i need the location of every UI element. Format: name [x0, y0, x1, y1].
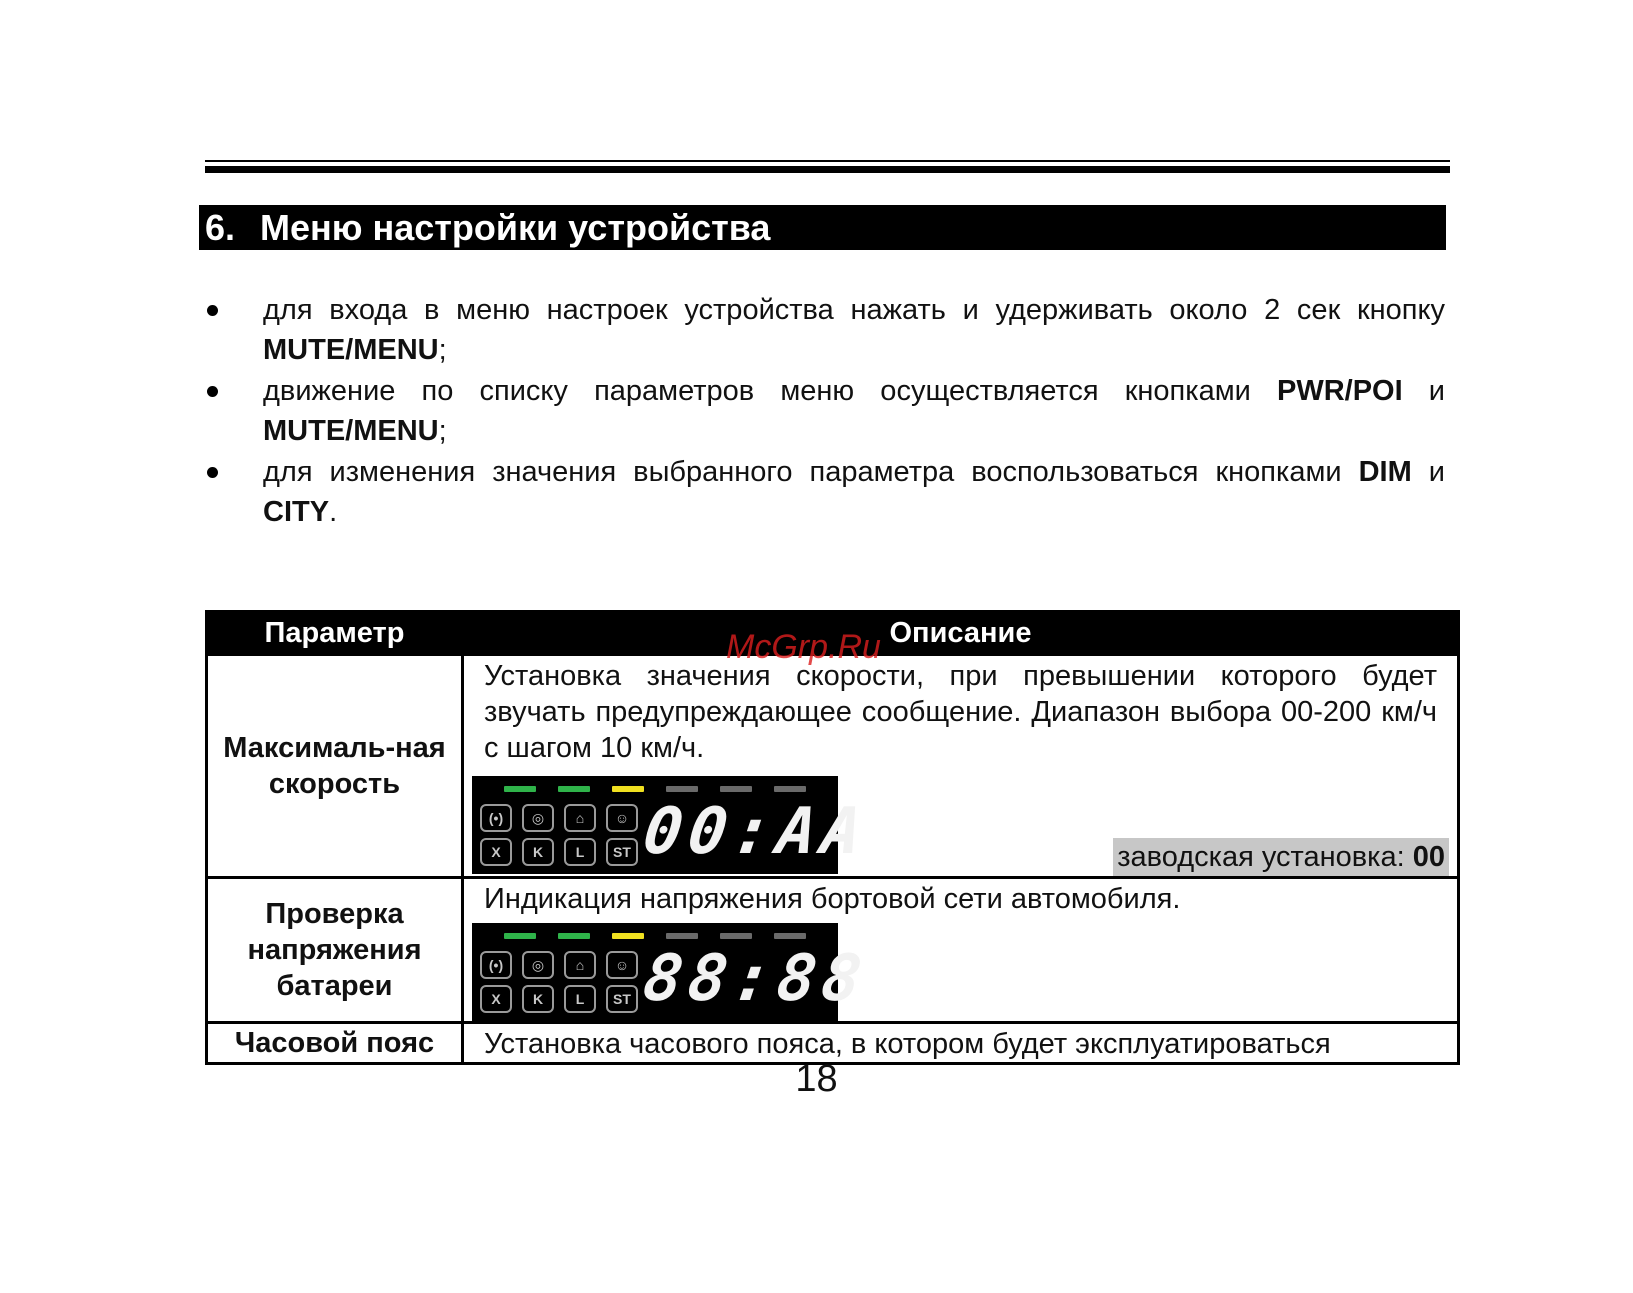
lcd-mode-icon: K	[522, 985, 554, 1013]
factory-value: 00	[1412, 841, 1445, 873]
parameter-description: Установка значения скорости, при превышении которого будет звучать предупреждающее сообщение. Диапазон выбора 00-200 км/ч с шагом 10 км/ч.	[484, 660, 1437, 764]
parameter-name: Максималь-ная скорость	[207, 655, 463, 878]
top-rule-thick	[205, 166, 1450, 173]
key-name: MUTE/MENU	[263, 334, 439, 366]
lcd-mode-icon: ⌂	[564, 951, 596, 979]
mode-icons	[480, 951, 650, 1013]
indicator-bar	[504, 933, 536, 939]
header-description: Описание	[463, 612, 1459, 655]
lcd-mode-icon: K	[522, 838, 554, 866]
indicator-bar	[612, 786, 644, 792]
section-title-text: Меню настройки устройства	[260, 207, 771, 248]
bullet-item: для изменения значения выбранного параметра воспользоваться кнопками DIM и CITY.	[205, 452, 1445, 532]
mode-icons	[480, 804, 650, 866]
lcd-mode-icon: ◎	[522, 951, 554, 979]
section-number: 6.	[205, 207, 236, 248]
parameter-description: Установка часового пояса, в котором будет эксплуатироваться	[484, 1028, 1331, 1060]
indicator-bar	[666, 786, 698, 792]
page-number: 18	[795, 1058, 838, 1100]
header-parameter: Параметр	[207, 612, 463, 655]
lcd-mode-icon: ST	[606, 985, 638, 1013]
indicator-bar	[774, 786, 806, 792]
lcd-mode-icon: ⌂	[564, 804, 596, 832]
lcd-mode-icon: L	[564, 838, 596, 866]
parameter-description-cell	[463, 655, 1459, 878]
indicator-bar	[612, 933, 644, 939]
bullet-item: движение по списку параметров меню осуществляется кнопками PWR/POI и MUTE/MENU;	[205, 371, 1445, 451]
instructions-list	[205, 290, 1445, 533]
lcd-mode-icon: X	[480, 985, 512, 1013]
table-row	[207, 878, 1459, 1023]
key-name: PWR/POI	[1276, 375, 1403, 407]
indicator-bar	[720, 786, 752, 792]
lcd-mode-icon: ST	[606, 838, 638, 866]
indicator-bar	[558, 933, 590, 939]
key-name: DIM	[1358, 456, 1412, 488]
indicator-bar	[504, 786, 536, 792]
indicator-bar	[720, 933, 752, 939]
parameter-description: Индикация напряжения бортовой сети автомобиля.	[484, 883, 1181, 915]
table-row	[207, 655, 1459, 878]
indicator-bar	[666, 933, 698, 939]
lcd-mode-icon: (•)	[480, 804, 512, 832]
bullet-item: для входа в меню настроек устройства нажать и удерживать около 2 сек кнопку MUTE/MENU;	[205, 290, 1445, 370]
parameter-description-cell	[463, 878, 1459, 1023]
lcd-mode-icon: ◎	[522, 804, 554, 832]
lcd-mode-icon: ☺	[606, 804, 638, 832]
parameter-name: Часовой пояс	[207, 1023, 463, 1064]
indicator-bars	[504, 933, 806, 939]
key-name: CITY	[263, 496, 330, 528]
lcd-mode-icon: X	[480, 838, 512, 866]
top-rule-thin	[205, 160, 1450, 162]
lcd-digits: 00:AA	[638, 795, 872, 869]
lcd-digits: 88:88	[638, 942, 872, 1016]
indicator-bar	[774, 933, 806, 939]
parameters-table	[205, 610, 1460, 1065]
indicator-bar	[558, 786, 590, 792]
section-heading	[199, 205, 1446, 250]
lcd-display	[472, 776, 872, 874]
key-name: MUTE/MENU	[263, 415, 439, 447]
lcd-mode-icon: L	[564, 985, 596, 1013]
factory-setting: заводская установка: 00	[1113, 838, 1449, 876]
watermark: McGrp.Ru	[726, 628, 881, 666]
parameter-name: Проверка напряжения батареи	[207, 878, 463, 1023]
lcd-mode-icon: ☺	[606, 951, 638, 979]
lcd-mode-icon: (•)	[480, 951, 512, 979]
indicator-bars	[504, 786, 806, 792]
lcd-display	[472, 923, 872, 1021]
